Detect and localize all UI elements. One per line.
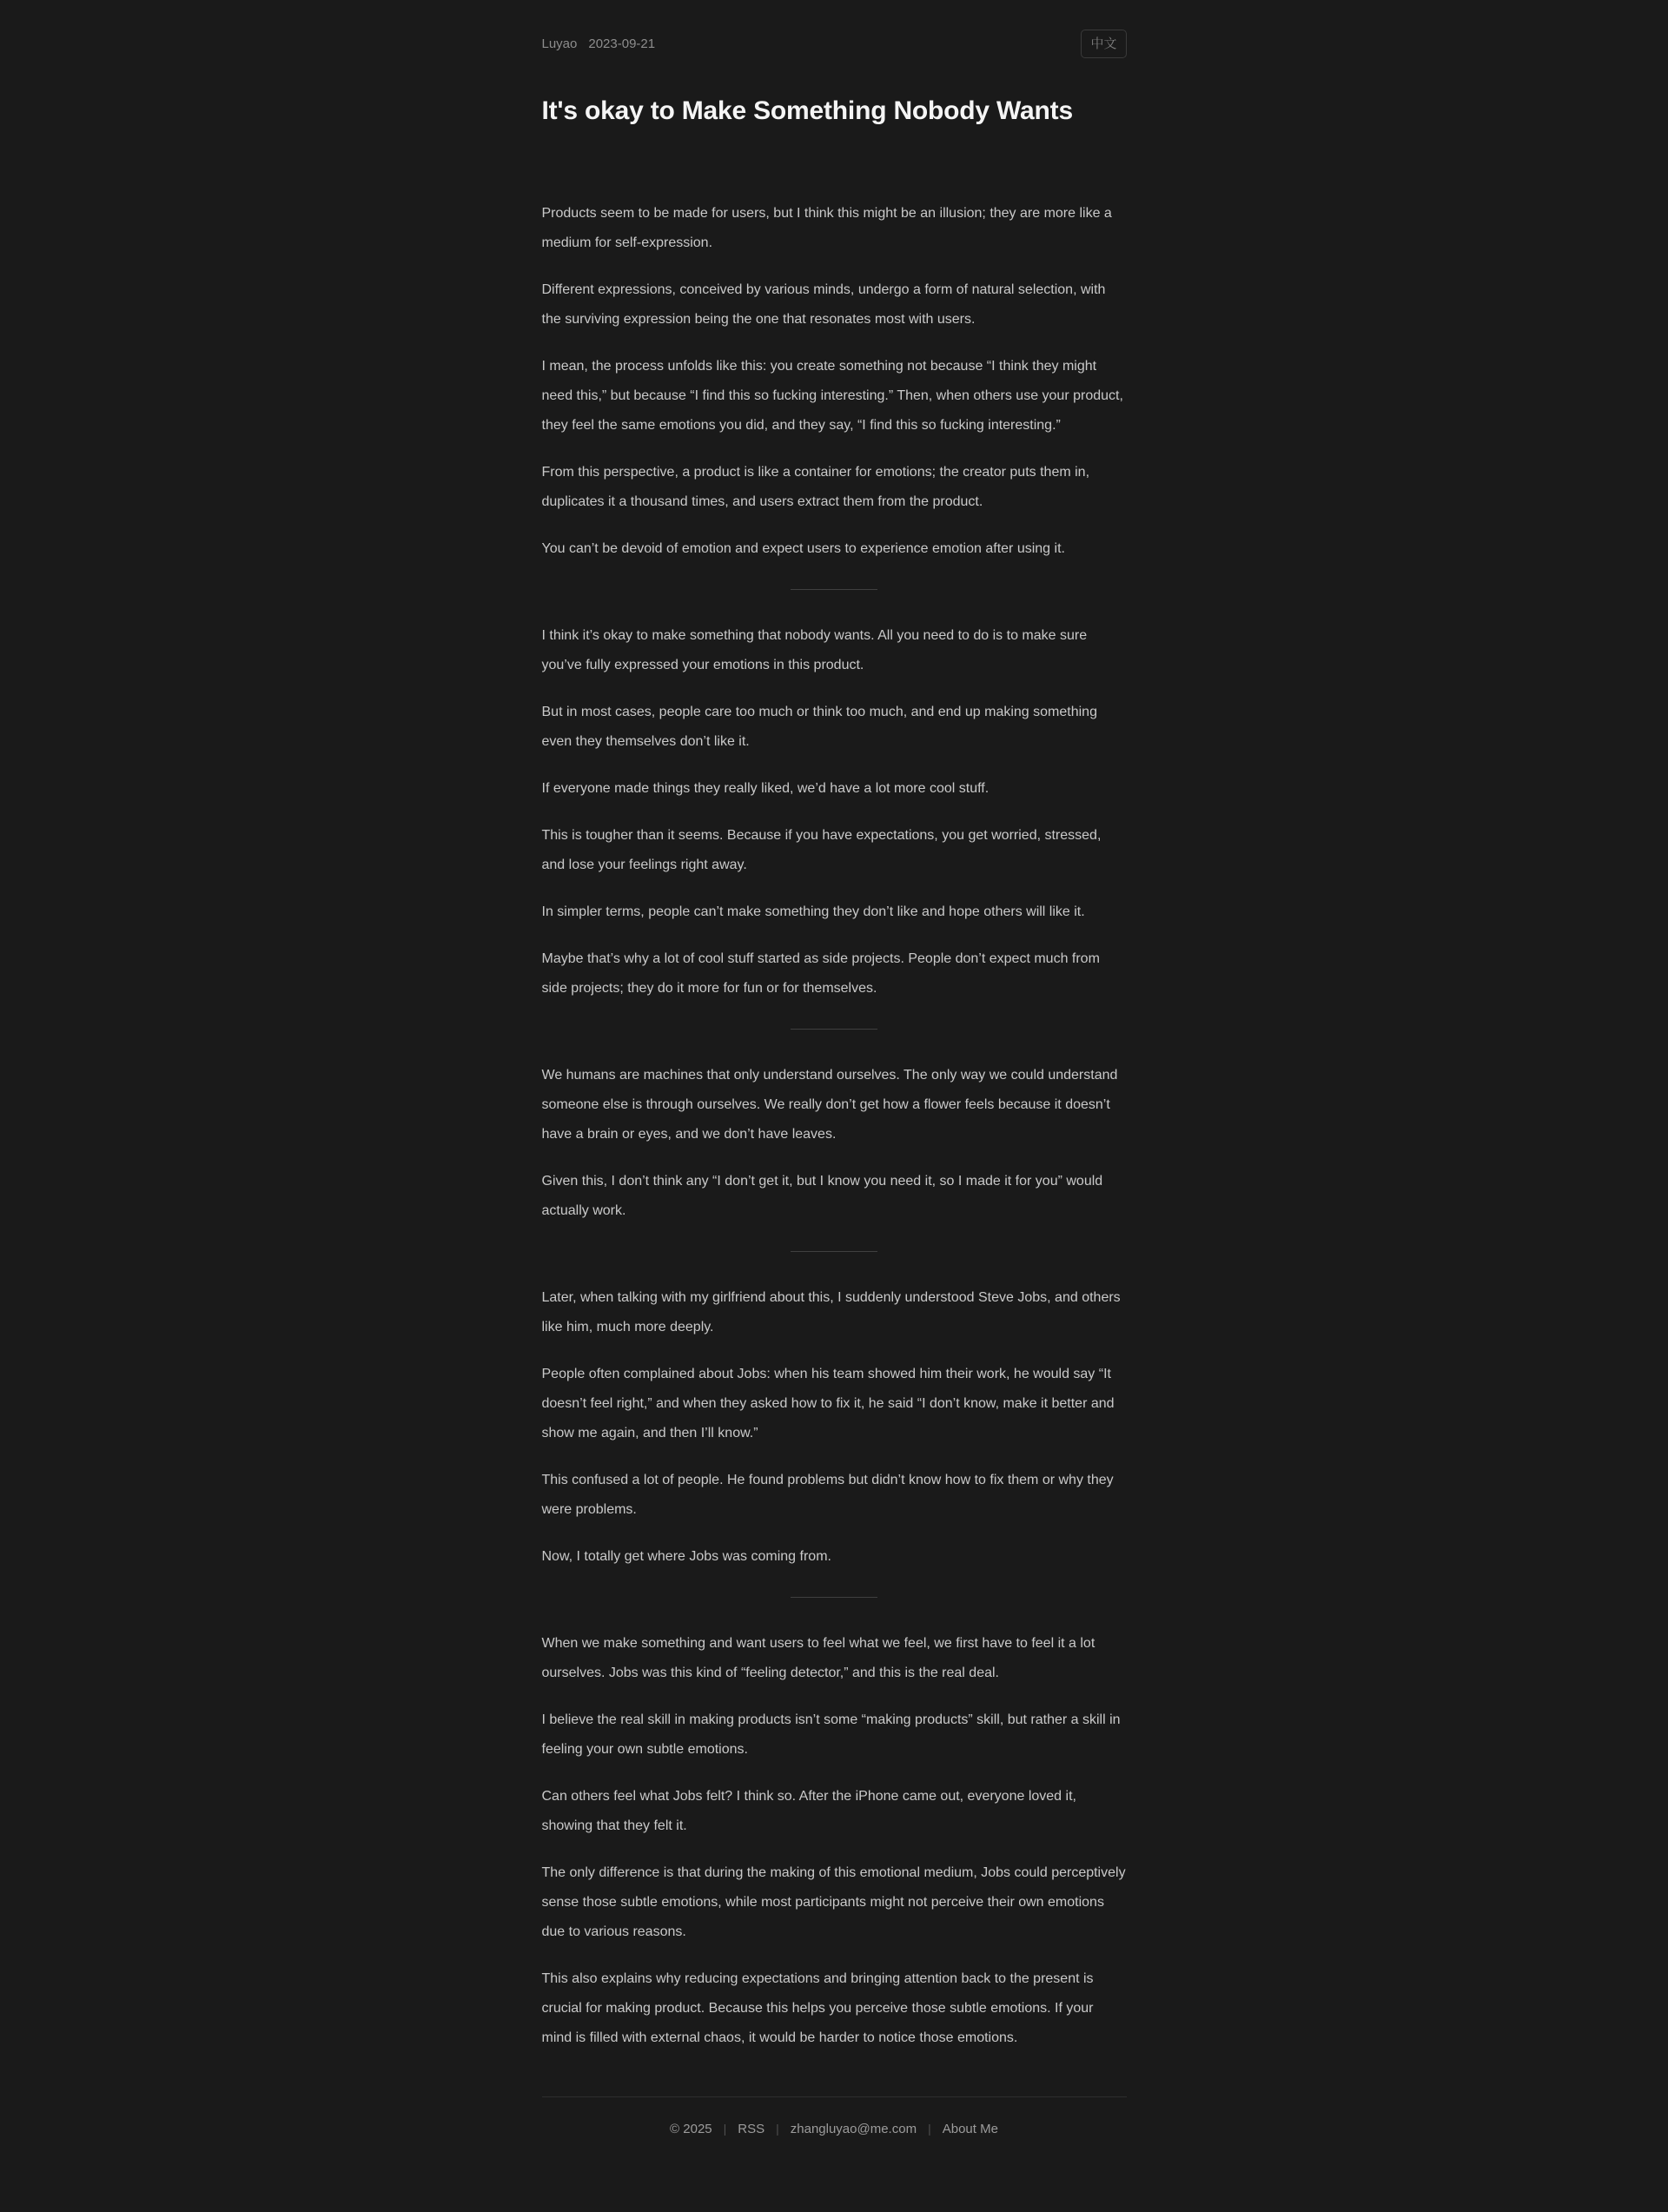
- paragraph: The only difference is that during the making of this emotional medium, Jobs could perceptively sense those subtle emotions, while most participants might not perceive their own emotions due to various reasons.: [541, 1865, 1126, 1939]
- email-link[interactable]: zhangluyao@me.com: [790, 2122, 917, 2136]
- post-header: [542, 30, 1127, 58]
- footer-separator: |: [776, 2122, 779, 2136]
- paragraph: Products seem to be made for users, but I think this might be an illusion; they are more like a medium for self-expression.: [541, 206, 1112, 250]
- content-column: [542, 0, 1127, 2162]
- paragraph: This also explains why reducing expectations and bringing attention back to the present is crucial for making product. Because this helps you perceive those subtle emotions. If your mind is filled with external chaos, it would be harder to notice those emotions.: [541, 1971, 1094, 2045]
- footer-rule: [542, 2096, 1127, 2097]
- copyright-text: © 2025: [670, 2122, 712, 2136]
- footer-separator: |: [928, 2122, 931, 2136]
- post-title: It's okay to Make Something Nobody Wants: [541, 96, 1073, 125]
- post-date: 2023-09-21: [588, 36, 656, 51]
- paragraph: From this perspective, a product is like a container for emotions; the creator puts them in, duplicates it a thousand times, and users extract them from the product.: [541, 465, 1090, 509]
- section-divider: [791, 589, 877, 590]
- about-me-link[interactable]: About Me: [942, 2122, 998, 2136]
- paragraph: But in most cases, people care too much or think too much, and end up making something even they themselves don’t like it.: [541, 705, 1097, 749]
- paragraph: Different expressions, conceived by various minds, undergo a form of natural selection, with the surviving expression being the one that resonates most with users.: [541, 282, 1106, 327]
- language-toggle-button[interactable]: 中文: [1081, 30, 1126, 58]
- post-meta: [542, 36, 656, 51]
- paragraph: People often complained about Jobs: when his team showed him their work, he would say “It doesn’t feel right,” and when they asked how to fix it, he said “I don’t know, make it better and show me again, and then I’ll know.”: [541, 1367, 1115, 1440]
- paragraph: I believe the real skill in making products isn’t some “making products” skill, but rather a skill in feeling your own subtle emotions.: [541, 1712, 1121, 1757]
- paragraph: You can’t be devoid of emotion and expect users to experience emotion after using it.: [541, 541, 1065, 556]
- footer-items: [542, 2122, 1127, 2136]
- paragraph: Now, I totally get where Jobs was coming from.: [541, 1549, 831, 1564]
- paragraph: Later, when talking with my girlfriend about this, I suddenly understood Steve Jobs, and others like him, much more deeply.: [541, 1290, 1121, 1334]
- paragraph: Can others feel what Jobs felt? I think so. After the iPhone came out, everyone loved it, showing that they felt it.: [541, 1789, 1076, 1833]
- paragraph: Given this, I don’t think any “I don’t get it, but I know you need it, so I made it for you” would actually work.: [541, 1174, 1103, 1218]
- section-divider: [791, 1029, 877, 1030]
- page-footer: [542, 2096, 1127, 2136]
- article-body: [542, 199, 1127, 2053]
- paragraph: This is tougher than it seems. Because if you have expectations, you get worried, stressed, and lose your feelings right away.: [541, 828, 1102, 872]
- author-link[interactable]: Luyao: [541, 36, 578, 51]
- paragraph: We humans are machines that only understand ourselves. The only way we could understand someone else is through ourselves. We really don’t get how a flower feels because it doesn’t have a brain or eyes, and we don’t have leaves.: [541, 1068, 1118, 1142]
- section-divider: [791, 1597, 877, 1598]
- paragraph: This confused a lot of people. He found problems but didn’t know how to fix them or why they were problems.: [541, 1473, 1114, 1517]
- paragraph: In simpler terms, people can’t make something they don’t like and hope others will like it.: [541, 904, 1085, 919]
- footer-separator: |: [723, 2122, 727, 2136]
- paragraph: If everyone made things they really liked, we’d have a lot more cool stuff.: [541, 781, 990, 796]
- paragraph: I mean, the process unfolds like this: you create something not because “I think they might need this,” but because “I find this so fucking interesting.” Then, when others use your product, they feel the same emotions you did, and they say, “I find this so fucking interesting.”: [541, 359, 1123, 433]
- paragraph: Maybe that’s why a lot of cool stuff started as side projects. People don’t expect much from side projects; they do it more for fun or for themselves.: [541, 951, 1100, 996]
- rss-link[interactable]: RSS: [738, 2122, 765, 2136]
- paragraph: I think it’s okay to make something that nobody wants. All you need to do is to make sure you’ve fully expressed your emotions in this product.: [541, 628, 1088, 672]
- section-divider: [791, 1251, 877, 1252]
- paragraph: When we make something and want users to feel what we feel, we first have to feel it a lot ourselves. Jobs was this kind of “feeling detector,” and this is the real deal.: [541, 1636, 1095, 1680]
